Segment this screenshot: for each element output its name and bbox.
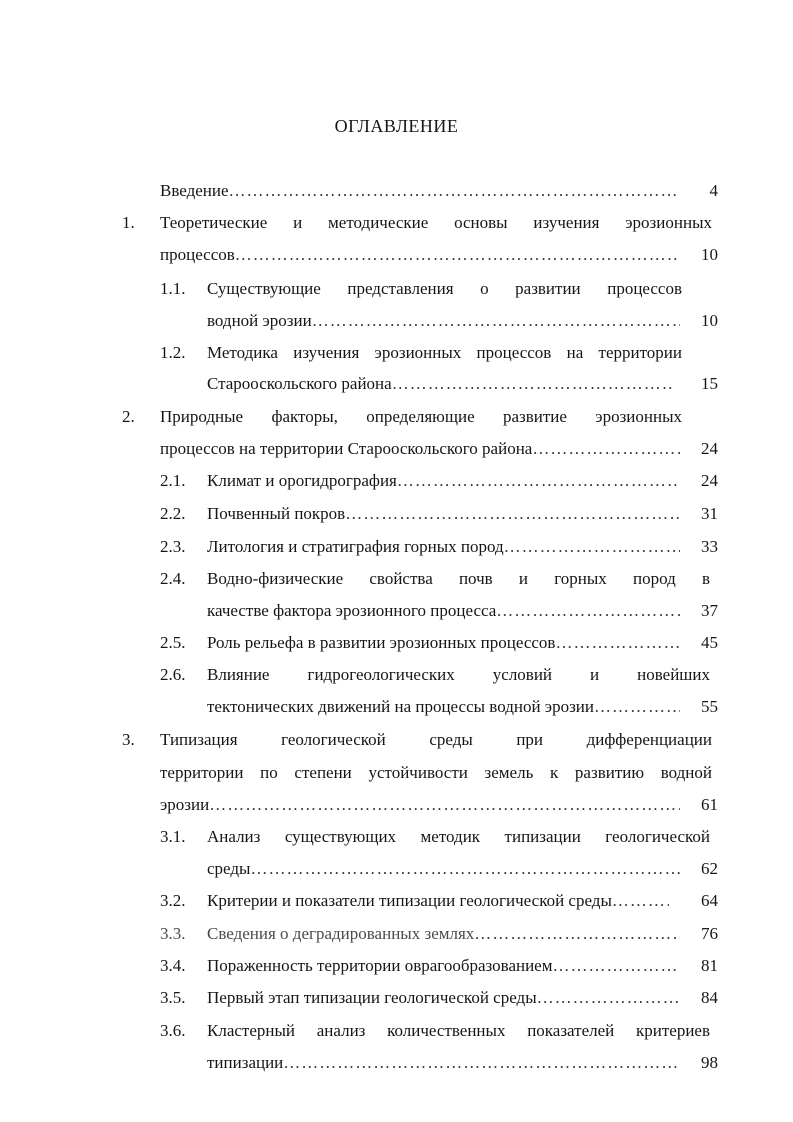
toc-chapter-number: 1. <box>122 213 135 232</box>
toc-entry-s36-line1[interactable]: Кластерный анализ количественных показателей критериев <box>207 1021 710 1040</box>
toc-entry-ch3-line3[interactable]: эрозии ………………………………………………………………………………………………………………………………………… <box>160 794 680 816</box>
page-title: ОГЛАВЛЕНИЕ <box>334 116 459 136</box>
toc-entry-s23[interactable]: Литология и стратиграфия горных пород ………………………………………………………………………………………………………………………………………… <box>207 536 680 558</box>
toc-page-number: 15 <box>701 374 718 393</box>
toc-entry-s11-line2[interactable]: водной эрозии ………………………………………………………………………………………………………………………………………… <box>207 310 680 332</box>
toc-entry-ch2-line2[interactable]: процессов на территории Старооскольского района ………………………………………………………………………………………………………………………………………… <box>160 438 680 460</box>
toc-page-number: 98 <box>701 1053 718 1072</box>
toc-page-number: 76 <box>701 924 718 943</box>
toc-entry-s22[interactable]: Почвенный покров ………………………………………………………………………………………………………………………………………… <box>207 503 680 525</box>
toc-entry-ch3-line2[interactable]: территории по степени устойчивости земель к развитию водной <box>160 763 712 782</box>
toc-entry-s33[interactable]: Сведения о деградированных землях ………………………………………………………………………………………………………………………………………… <box>207 923 680 945</box>
toc-page-number: 24 <box>701 471 718 490</box>
toc-section-number: 2.3. <box>160 537 186 556</box>
toc-entry-s34[interactable]: Пораженность территории оврагообразованием ………………………………………………………………………………………………………………………………………… <box>207 955 680 977</box>
toc-entry-ch1-line2[interactable]: процессов ………………………………………………………………………………………………………………………………………… <box>160 244 680 266</box>
toc-page-number: 64 <box>701 891 718 910</box>
toc-entry-s24-line2[interactable]: качестве фактора эрозионного процесса ………………………………………………………………………………………………………………………………………… <box>207 600 680 622</box>
toc-chapter-number: 2. <box>122 407 135 426</box>
toc-entry-ch1-line1[interactable]: Теоретические и методические основы изучения эрозионных <box>160 213 712 232</box>
toc-page-number: 37 <box>701 601 718 620</box>
toc-entry-intro[interactable] <box>160 180 680 202</box>
toc-entry-s25[interactable]: Роль рельефа в развитии эрозионных процессов ………………………………………………………………………………………………………………………………………… <box>207 632 680 654</box>
toc-page-number: 33 <box>701 537 718 556</box>
toc-entry-s12-line1[interactable]: Методика изучения эрозионных процессов на территории <box>207 343 682 362</box>
toc-page-number: 84 <box>701 988 718 1007</box>
toc-page-number: 55 <box>701 697 718 716</box>
toc-entry-s26-line2[interactable]: тектонических движений на процессы водной эрозии ………………………………………………………………………………………………………………………………………… <box>207 696 680 718</box>
toc-entry-s24-line1[interactable]: Водно-физические свойства почв и горных пород в <box>207 569 710 588</box>
toc-section-number: 3.4. <box>160 956 186 975</box>
toc-page-number: 10 <box>701 311 718 330</box>
toc-page-number: 31 <box>701 504 718 523</box>
toc-section-number: 1.2. <box>160 343 186 362</box>
toc-page-number: 81 <box>701 956 718 975</box>
toc-page-number: 4 <box>709 181 718 200</box>
toc-section-number: 3.2. <box>160 891 186 910</box>
toc-section-number: 3.5. <box>160 988 186 1007</box>
toc-entry-s11-line1[interactable]: Существующие представления о развитии процессов <box>207 279 682 298</box>
toc-entry-s21[interactable]: Климат и орогидрография ………………………………………………………………………………………………………………………………………… <box>207 470 680 492</box>
toc-entry-s32[interactable]: Критерии и показатели типизации геологической среды ………………………………………………………………………………………………………………………………………… <box>207 890 669 912</box>
toc-section-number: 3.3. <box>160 924 186 943</box>
toc-entry-s31-line1[interactable]: Анализ существующих методик типизации геологической <box>207 827 710 846</box>
toc-page-number: 45 <box>701 633 718 652</box>
toc-chapter-number: 3. <box>122 730 135 749</box>
toc-section-number: 3.6. <box>160 1021 186 1040</box>
toc-entry-title: Введение <box>160 181 229 200</box>
toc-page-number: 61 <box>701 795 718 814</box>
toc-entry-s36-line2[interactable]: типизации ………………………………………………………………………………………………………………………………………… <box>207 1052 680 1074</box>
toc-section-number: 2.4. <box>160 569 186 588</box>
toc-page-number: 10 <box>701 245 718 264</box>
toc-entry-s26-line1[interactable]: Влияние гидрогеологических условий и новейших <box>207 665 710 684</box>
toc-section-number: 2.5. <box>160 633 186 652</box>
toc-entry-ch2-line1[interactable]: Природные факторы, определяющие развитие эрозионных <box>160 407 682 426</box>
toc-entry-ch3-line1[interactable]: Типизация геологической среды при дифференциации <box>160 730 712 749</box>
toc-section-number: 2.1. <box>160 471 186 490</box>
toc-entry-s35[interactable]: Первый этап типизации геологической среды ………………………………………………………………………………………………………………………………………… <box>207 987 680 1009</box>
toc-page-number: 24 <box>701 439 718 458</box>
toc-section-number: 3.1. <box>160 827 186 846</box>
toc-section-number: 1.1. <box>160 279 186 298</box>
toc-page-number: 62 <box>701 859 718 878</box>
toc-section-number: 2.2. <box>160 504 186 523</box>
toc-section-number: 2.6. <box>160 665 186 684</box>
toc-entry-s12-line2[interactable]: Старооскольского района ………………………………………………………………………………………………………………………………………… <box>207 373 672 395</box>
toc-entry-s31-line2[interactable]: среды ………………………………………………………………………………………………………………………………………… <box>207 858 680 880</box>
